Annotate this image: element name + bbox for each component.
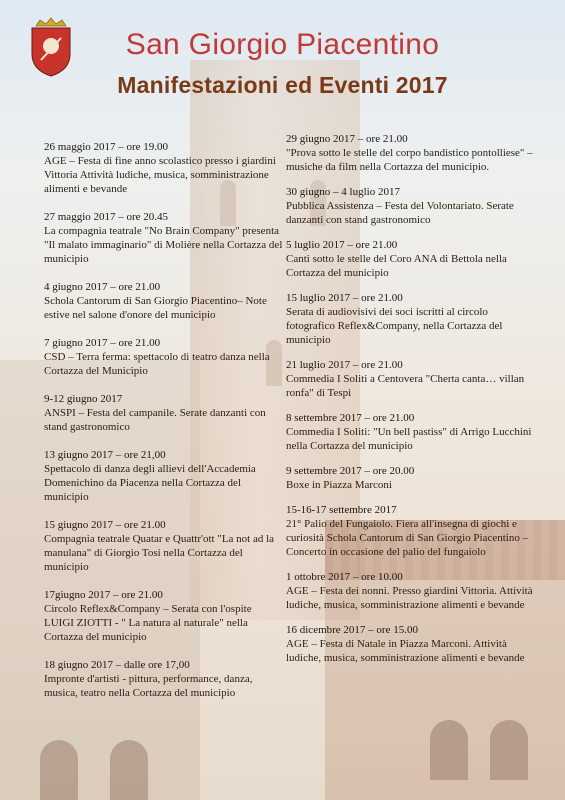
event-description: AGE – Festa dei nonni. Presso giardini Vittoria. Attività ludiche, musica, somministrazione alimenti e bevande <box>286 585 533 611</box>
event-date: 8 settembre 2017 – ore 21.00 <box>286 412 415 424</box>
event-description: AGE – Festa di Natale in Piazza Marconi. Attività ludiche, musica, somministrazione alimenti e bevande <box>286 638 525 664</box>
event-date: 1 ottobre 2017 – ore 10.00 <box>286 571 403 583</box>
event-date: 18 giugno 2017 – dalle ore 17,00 <box>44 659 190 671</box>
event-item <box>286 132 536 174</box>
events-column-left <box>44 140 284 714</box>
event-date: 16 dicembre 2017 – ore 15.00 <box>286 624 418 636</box>
page-title: San Giorgio Piacentino <box>125 28 440 61</box>
event-description: "Prova sotto le stelle del corpo bandistico pontolliese" – musiche da film nella Cortazza del municipio. <box>286 147 533 173</box>
event-description: Spettacolo di danza degli allievi dell'Accademia Domenichino da Piacenza nella Cortazza del municipio <box>44 463 256 503</box>
event-date: 7 giugno 2017 – ore 21.00 <box>44 337 161 349</box>
event-item <box>286 503 536 559</box>
event-date: 26 maggio 2017 – ore 19.00 <box>44 141 169 153</box>
event-item <box>44 658 284 700</box>
event-date: 5 luglio 2017 – ore 21.00 <box>286 239 398 251</box>
event-date: 29 giugno 2017 – ore 21.00 <box>286 133 408 145</box>
event-description: Commedia I Soliti a Centovera "Cherta canta… villan ronfa" di Tespi <box>286 373 525 399</box>
event-description: 21° Palio del Fungaiolo. Fiera all'insegna di giochi e curiosità Schola Cantorum di San Giorgio Piacentino – Concerto in occasione del palio del fungaiolo <box>286 518 529 558</box>
event-item <box>44 210 284 266</box>
event-description: La compagnia teatrale "No Brain Company" presenta "Il malato immaginario" di Molière nella Cortazza del municipio <box>44 225 283 265</box>
arch <box>40 740 78 800</box>
event-date: 30 giugno – 4 luglio 2017 <box>286 186 400 198</box>
event-item <box>286 570 536 612</box>
event-item <box>44 448 284 504</box>
event-date: 27 maggio 2017 – ore 20.45 <box>44 211 169 223</box>
event-description: Circolo Reflex&Company – Serata con l'ospite LUIGI ZIOTTI - " La natura al naturale" nella Cortazza del municipio <box>44 603 252 643</box>
event-item <box>44 392 284 434</box>
event-date: 15 giugno 2017 – ore 21.00 <box>44 519 166 531</box>
event-description: ANSPI – Festa del campanile. Serate danzanti con stand gastronomico <box>44 407 266 433</box>
page-subtitle: Manifestazioni ed Eventi 2017 <box>117 72 448 98</box>
event-item <box>286 411 536 453</box>
event-item <box>44 280 284 322</box>
event-date: 13 giugno 2017 – ore 21,00 <box>44 449 166 461</box>
event-description: Pubblica Assistenza – Festa del Volontariato. Serate danzanti con stand gastronomico <box>286 200 514 226</box>
event-item <box>286 358 536 400</box>
events-column-right <box>286 132 536 676</box>
event-date: 4 giugno 2017 – ore 21.00 <box>44 281 161 293</box>
arch <box>110 740 148 800</box>
event-description: AGE – Festa di fine anno scolastico presso i giardini Vittoria Attività ludiche, musica, somministrazione alimenti e bevande <box>44 155 276 195</box>
event-description: Schola Cantorum di San Giorgio Piacentino– Note estive nel salone d'onore del municipio <box>44 295 267 321</box>
event-date: 15 luglio 2017 – ore 21.00 <box>286 292 403 304</box>
event-item <box>44 336 284 378</box>
event-item <box>44 140 284 196</box>
event-item <box>44 518 284 574</box>
event-description: Impronte d'artisti - pittura, performance, danza, musica, teatro nella Cortazza del municipio <box>44 673 253 699</box>
event-description: Serata di audiovisivi dei soci iscritti al circolo fotografico Reflex&Company, nella Cortazza del municipio <box>286 306 503 346</box>
event-item <box>286 291 536 347</box>
event-description: Boxe in Piazza Marconi <box>286 479 392 491</box>
event-date: 9 settembre 2017 – ore 20.00 <box>286 465 415 477</box>
event-date: 17giugno 2017 – ore 21.00 <box>44 589 163 601</box>
event-description: Canti sotto le stelle del Coro ANA di Bettola nella Cortazza del municipio <box>286 253 507 279</box>
arch <box>430 720 468 780</box>
event-date: 21 luglio 2017 – ore 21.00 <box>286 359 403 371</box>
event-item <box>44 588 284 644</box>
event-item <box>286 464 536 492</box>
event-description: Commedia I Soliti: "Un bell pastiss" di Arrigo Lucchini nella Cortazza del municipio <box>286 426 532 452</box>
event-item <box>286 185 536 227</box>
event-date: 15-16-17 settembre 2017 <box>286 504 397 516</box>
event-item <box>286 238 536 280</box>
event-description: Compagnia teatrale Quatar e Quattr'ott "La not ad la manulana" di Giorgio Tosi nella Cortazza del municipio <box>44 533 275 573</box>
event-item <box>286 623 536 665</box>
event-date: 9-12 giugno 2017 <box>44 393 123 405</box>
arch <box>490 720 528 780</box>
event-description: CSD – Terra ferma: spettacolo di teatro danza nella Cortazza del Municipio <box>44 351 270 377</box>
